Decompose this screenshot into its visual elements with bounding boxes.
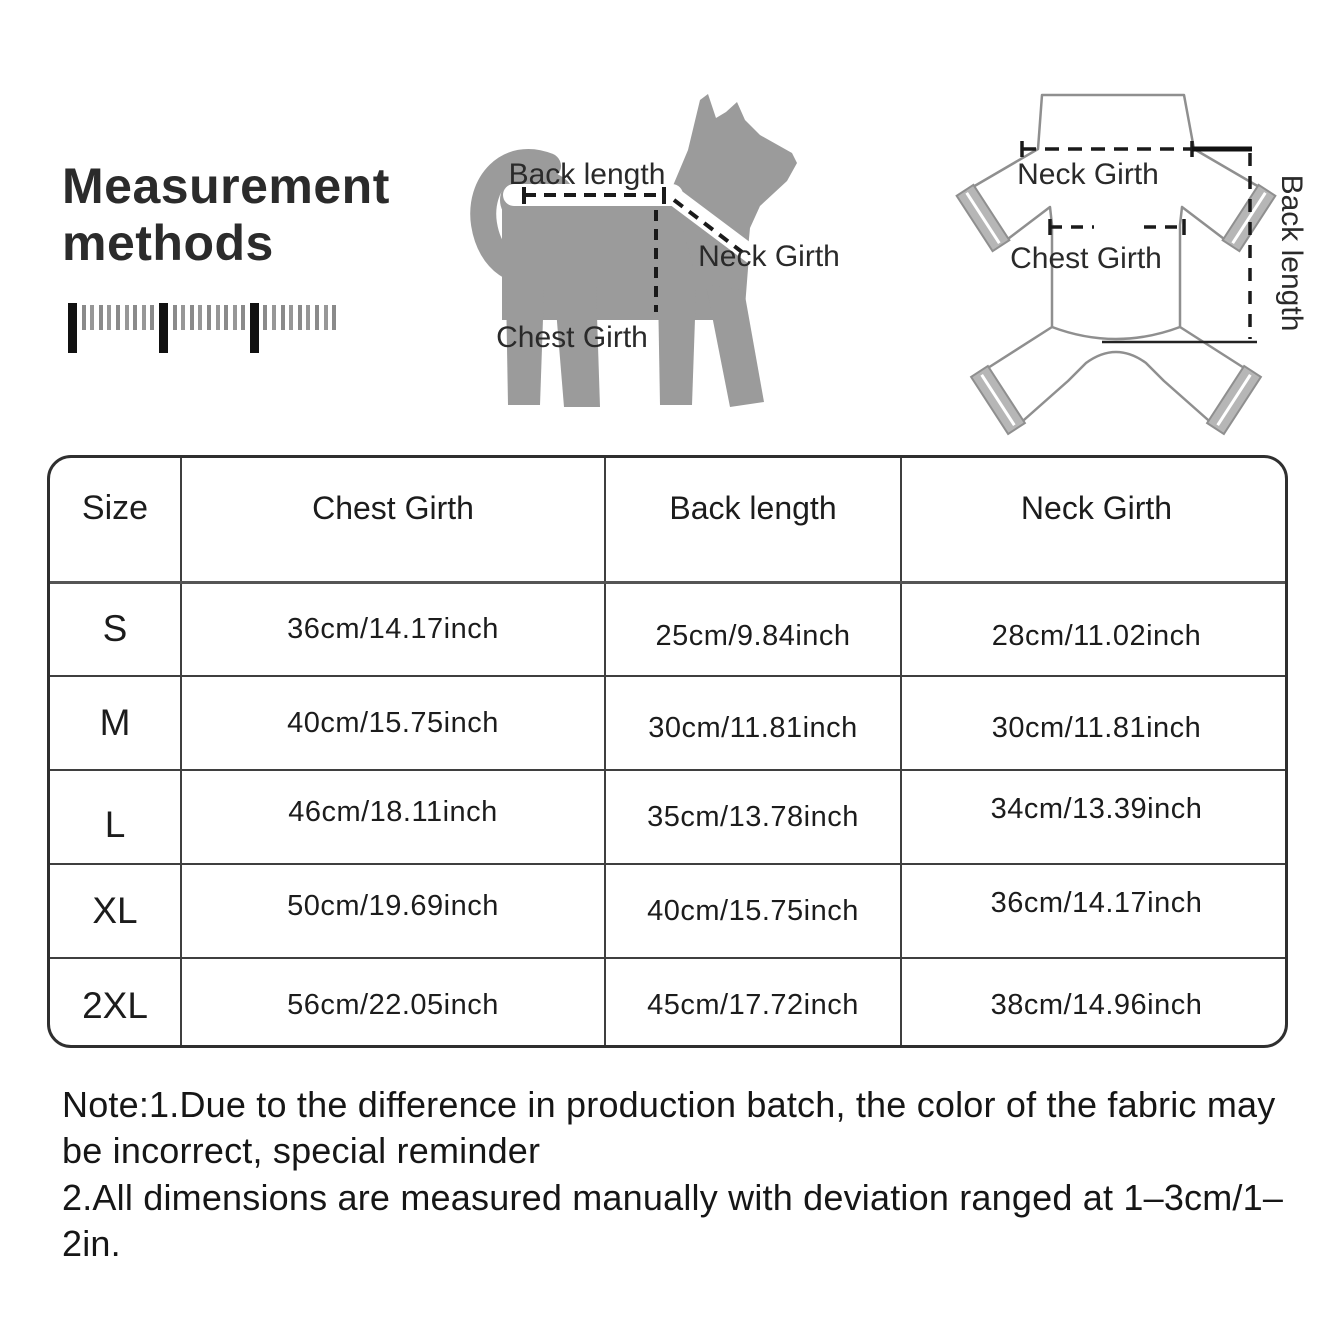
size-table [47,455,1288,1048]
column-header-back-length: Back length [605,458,901,582]
ruler-minor-tick [289,305,293,330]
ruler-minor-tick [116,305,120,330]
table-row [50,864,1288,958]
neck-girth-cell: 38cm/14.96inch [901,958,1288,1048]
chest-girth-cell: 40cm/15.75inch [181,676,605,770]
ruler-minor-tick [173,305,177,330]
chest-girth-cell: 36cm/14.17inch [181,582,605,676]
back-length-cell: 35cm/13.78inch [605,770,901,864]
dog-front-leg [706,285,764,407]
garment-neck-girth-label: Neck Girth [1017,158,1159,191]
table-row [50,582,1288,676]
ruler-major-tick [159,303,168,353]
table-row [50,676,1288,770]
size-cell: XL [50,864,181,958]
column-header-neck-girth: Neck Girth [901,458,1288,582]
garment-chest-girth-label: Chest Girth [1010,242,1162,275]
ruler-minor-tick [315,305,319,330]
dog-back-length-label: Back length [508,158,666,191]
chest-girth-cell: 56cm/22.05inch [181,958,605,1048]
back-length-cell: 40cm/15.75inch [605,864,901,958]
ruler-minor-tick [263,305,267,330]
ruler-graphic [68,303,336,359]
back-length-cell: 45cm/17.72inch [605,958,901,1048]
dog-neck-girth-label: Neck Girth [698,240,840,273]
ruler-minor-tick [150,305,154,330]
garment-measurement-diagram [930,75,1330,445]
ruler-minor-tick [125,305,129,330]
back-length-cell: 30cm/11.81inch [605,676,901,770]
ruler-minor-tick [233,305,237,330]
dog-measurement-diagram [450,60,890,440]
note-line-1: Note:1.Due to the difference in production batch, the color of the fabric may be incorrect, special reminder [62,1084,1276,1172]
chest-girth-cell: 50cm/19.69inch [181,864,605,958]
size-cell: S [102,608,128,650]
garment-back-length-label: Back length [1275,174,1308,332]
ruler-minor-tick [224,305,228,330]
ruler-minor-tick [281,305,285,330]
ruler-minor-tick [324,305,328,330]
ruler-major-tick [68,303,77,353]
column-header-chest-girth: Chest Girth [181,458,605,582]
size-cell: M [50,676,181,770]
note-line-2: 2.All dimensions are measured manually with deviation ranged at 1–3cm/1–2in. [62,1176,1284,1265]
size-cell: L [50,770,181,864]
ruler-minor-tick [298,305,302,330]
ruler-major-tick [250,303,259,353]
ruler-minor-tick [133,305,137,330]
dog-chest-girth-label: Chest Girth [496,321,648,354]
page-title: Measurement methods [62,158,390,271]
table-row [50,770,1288,864]
ruler-minor-tick [107,305,111,330]
back-length-cell: 25cm/9.84inch [605,582,901,676]
ruler-minor-tick [198,305,202,330]
ruler-minor-tick [181,305,185,330]
dog-front-leg [658,290,696,405]
ruler-minor-tick [216,305,220,330]
ruler-minor-tick [272,305,276,330]
neck-girth-cell: 34cm/13.39inch [901,770,1288,864]
neck-girth-cell: 36cm/14.17inch [901,864,1288,958]
size-cell: 2XL [50,958,181,1048]
ruler-minor-tick [190,305,194,330]
ruler-minor-tick [99,305,103,330]
ruler-minor-tick [241,305,245,330]
column-header-size: Size [50,458,181,582]
ruler-minor-tick [306,305,310,330]
ruler-minor-tick [142,305,146,330]
table-row [50,958,1288,1048]
neck-girth-cell: 28cm/11.02inch [901,582,1288,676]
table-header-row [50,458,1288,582]
ruler-minor-tick [90,305,94,330]
note-text [62,1082,1310,1268]
ruler-minor-tick [207,305,211,330]
ruler-minor-tick [332,305,336,330]
chest-girth-cell: 46cm/18.11inch [181,770,605,864]
ruler-minor-tick [82,305,86,330]
neck-girth-cell: 30cm/11.81inch [901,676,1288,770]
